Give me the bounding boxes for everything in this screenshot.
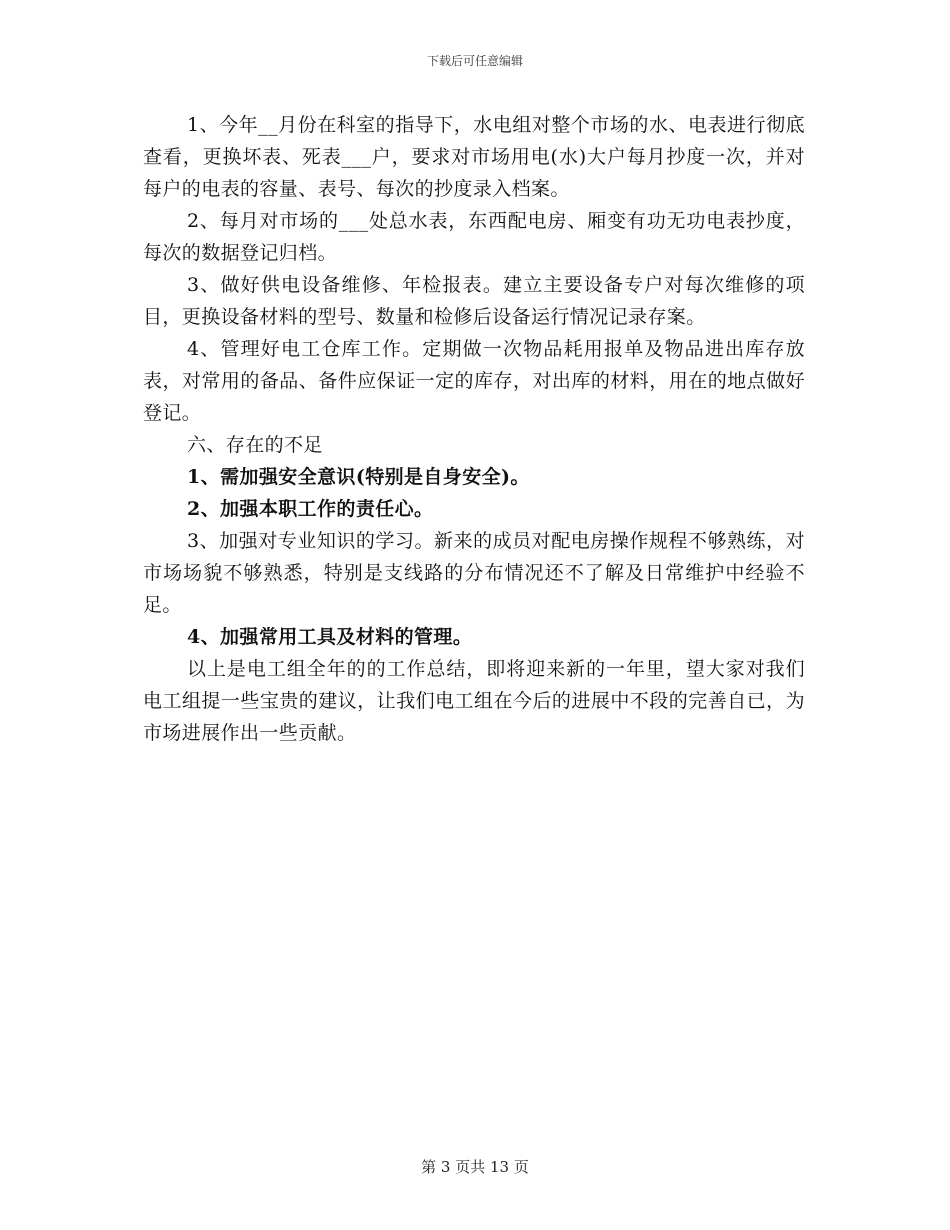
page-header: 下载后可任意编辑 bbox=[426, 54, 523, 68]
paragraph-meter-inspection: 1、今年__月份在科室的指导下，水电组对整个市场的水、电表进行彻底查看，更换坏表、死表___户，要求对市场用电(水)大户每月抄度一次，并对每户的电表的容量、表号、每次的抄度录入档案。 bbox=[143, 114, 805, 200]
shortcoming-safety-awareness: 1、需加强安全意识(特别是自身安全)。 bbox=[187, 466, 530, 488]
document-body bbox=[143, 109, 805, 749]
section-heading-shortcomings: 六、存在的不足 bbox=[187, 434, 323, 456]
paragraph-warehouse-management: 4、管理好电工仓库工作。定期做一次物品耗用报单及物品进出库存放表，对常用的备品、备件应保证一定的库存，对出库的材料，用在的地点做好登记。 bbox=[143, 338, 805, 424]
shortcoming-tools-materials: 4、加强常用工具及材料的管理。 bbox=[187, 626, 473, 648]
shortcoming-responsibility: 2、加强本职工作的责任心。 bbox=[187, 498, 434, 520]
paragraph-equipment-maintenance: 3、做好供电设备维修、年检报表。建立主要设备专户对每次维修的项目，更换设备材料的型号、数量和检修后设备运行情况记录存案。 bbox=[143, 274, 805, 328]
shortcoming-professional-knowledge: 3、加强对专业知识的学习。新来的成员对配电房操作规程不够熟练，对市场场貌不够熟悉，特别是支线路的分布情况还不了解及日常维护中经验不足。 bbox=[143, 530, 805, 616]
page-footer: 第 3 页共 13 页 bbox=[421, 1158, 529, 1176]
paragraph-meter-reading: 2、每月对市场的___处总水表，东西配电房、厢变有功无功电表抄度，每次的数据登记归档。 bbox=[143, 210, 805, 264]
paragraph-conclusion: 以上是电工组全年的的工作总结，即将迎来新的一年里，望大家对我们电工组提一些宝贵的建议，让我们电工组在今后的进展中不段的完善自已，为市场进展作出一些贡献。 bbox=[143, 658, 805, 744]
